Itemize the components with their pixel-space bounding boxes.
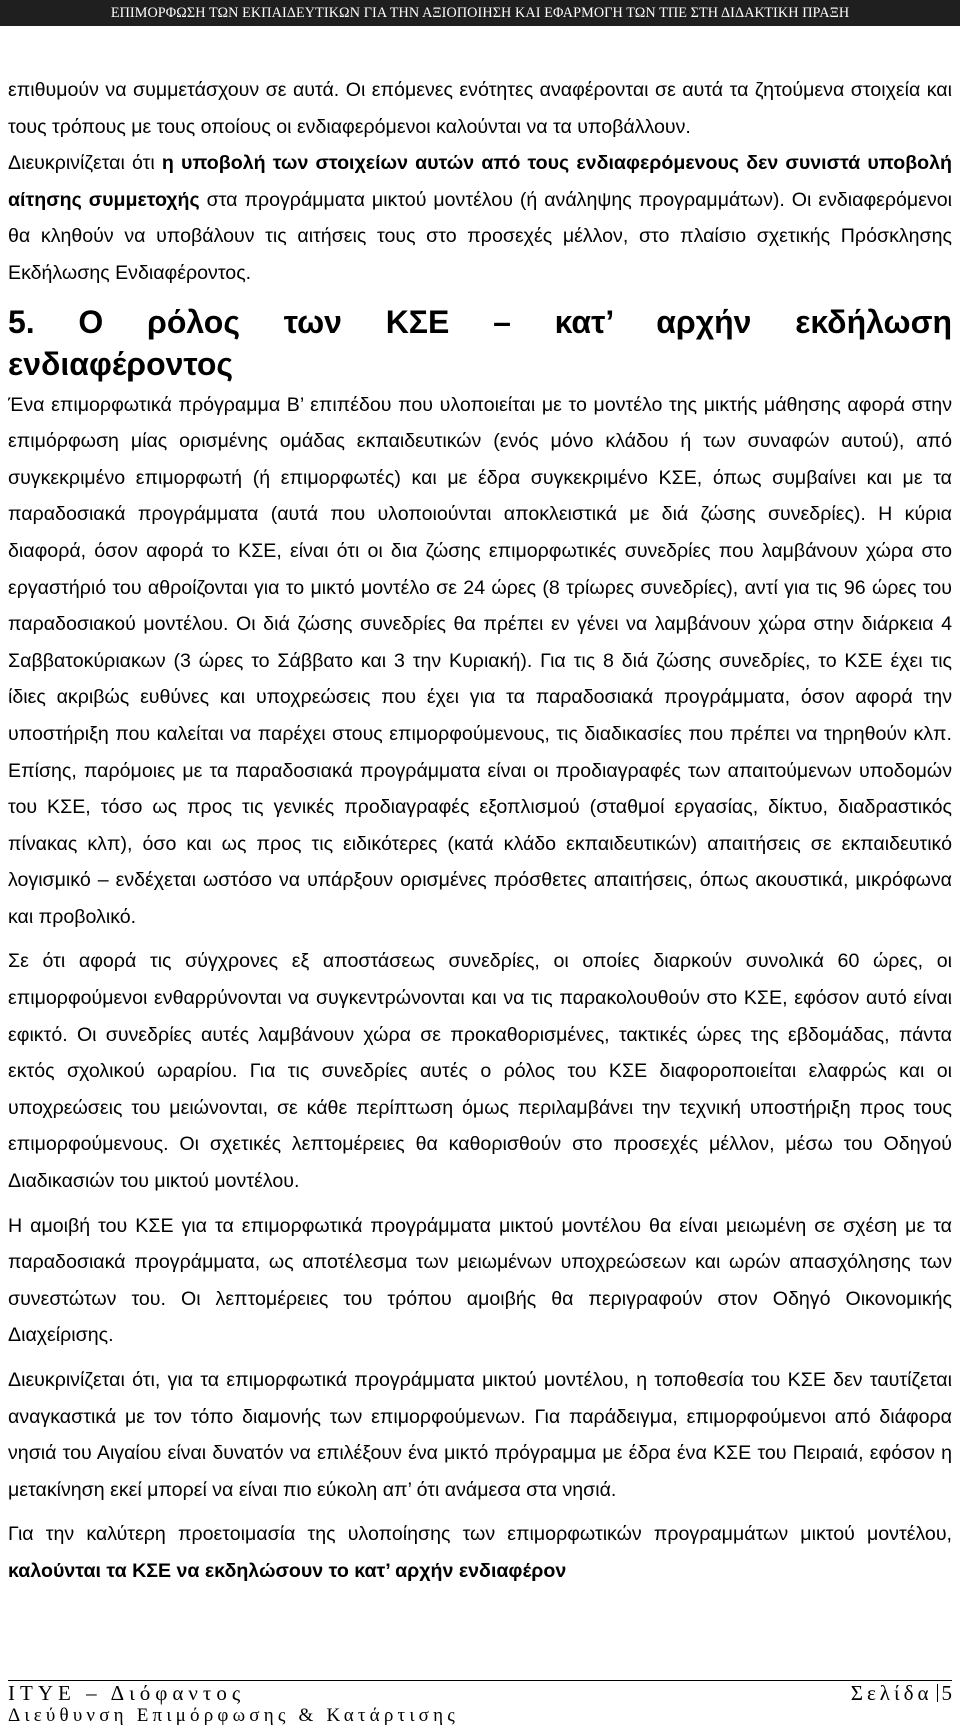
footer-page-number: 5 [941,1681,952,1705]
section-heading-line-1: 5. Ο ρόλος των ΚΣΕ – κατ’ αρχήν εκδήλωση [8,303,952,340]
paragraph-1: επιθυμούν να συμμετάσχουν σε αυτά. Οι επόμενες ενότητες αναφέρονται σε αυτά τα ζητούμενα στοιχεία και τους τρόπους με τους οποίους οι ενδιαφερόμενοι καλούνται να τα υποβάλλουν. [8,79,952,138]
running-header [0,0,960,26]
paragraph-5: Η αμοιβή του ΚΣΕ για τα επιμορφωτικά προγράμματα μικτού μοντέλου θα είναι μειωμένη σε σχέση με τα παραδοσιακά προγράμματα, ως αποτέλεσμα των μειωμένων υποχρεώσεων και ωρών απασχόλησης των συνεστώτων του. Οι λεπτομέρειες του τρόπου αμοιβής θα περιγραφούν στον Οδηγό Οικονομικής Διαχείρισης. [8,1214,952,1347]
document-body [8,72,952,1590]
footer-row-2 [8,1705,952,1729]
section-heading-line-2: ενδιαφέροντος [8,345,233,382]
footer-page-indicator [851,1681,952,1705]
paragraph-7-intro: Για την καλύτερη προετοιμασία της υλοποίησης των επιμορφωτικών προγραμμάτων μικτού μοντέλου, [8,1523,952,1546]
footer-organization: ΙΤΥΕ – Διόφαντος [8,1681,246,1705]
paragraph-2-intro: Διευκρινίζεται ότι [8,152,162,175]
paragraph-3: Ένα επιμορφωτικά πρόγραμμα Β’ επιπέδου που υλοποιείται με το μοντέλο της μικτής μάθησης αφορά στην επιμόρφωση μίας ορισμένης ομάδας εκπαιδευτικών (ενός μόνο κλάδου ή των συναφών αυτού), από συγκεκριμένο επιμορφωτή (ή επιμορφωτές) και με έδρα συγκεκριμένο ΚΣΕ, όπως συμβαίνει και με τα παραδοσιακά προγράμματα (αυτά που υλοποιούνται αποκλειστικά με διά ζώσης συνεδρίες). Η κύρια διαφορά, όσον αφορά το ΚΣΕ, είναι ότι οι δια ζώσης επιμορφωτικές συνεδρίες που λαμβάνουν χώρα στο εργαστήριό του αθροίζονται για το μικτό μοντέλο σε 24 ώρες (8 τρίωρες συνεδρίες), αντί για τις 96 ώρες του παραδοσιακού μοντέλου. Οι διά ζώσης συνεδρίες θα πρέπει εν γένει να λαμβάνουν χώρα στην διάρκεια 4 Σαββατοκύριακων (3 ώρες το Σάββατο και 3 την Κυριακή). Για τις 8 διά ζώσης συνεδρίες, το ΚΣΕ έχει τις ίδιες ακριβώς ευθύνες και υποχρεώσεις που έχει για τα παραδοσιακά προγράμματα, όσον αφορά την υποστήριξη που καλείται να παρέχει στους επιμορφούμενους, τις διαδικασίες που πρέπει να τηρηθούν κλπ. Επίσης, παρόμοιες με τα παραδοσιακά προγράμματα είναι οι προδιαγραφές των απαιτούμενων υποδομών του ΚΣΕ, τόσο ως προς τις γενικές προδιαγραφές εξοπλισμού (σταθμοί εργασίας, δίκτυο, διαδραστικός πίνακας κλπ), όσο και ως προς τις ειδικότερες (κατά κλάδο εκπαιδευτικών) απαιτήσεις σε εκπαιδευτικό λογισμικό – ενδέχεται ωστόσο να υπάρξουν ορισμένες πρόσθετες απαιτήσεις, όπως ακουστικά, μικρόφωνα και προβολικό. [8,393,952,928]
paragraph-2-emphasis: η υποβολή των στοιχείων αυτών από τους ενδιαφερόμενους δεν συνιστά υποβολή αίτησης συμμετοχής [8,152,952,211]
footer-page-label: Σελίδα [850,1681,933,1705]
paragraph-6: Διευκρινίζεται ότι, για τα επιμορφωτικά προγράμματα μικτού μοντέλου, η τοποθεσία του ΚΣΕ δεν ταυτίζεται αναγκαστικά με τον τόπο διαμονής των επιμορφούμενων. Για παράδειγμα, επιμορφούμενοι από διάφορα νησιά του Αιγαίου είναι δυνατόν να επιλέξουν ένα μικτό πρόγραμμα με έδρα ένα ΚΣΕ του Πειραιά, εφόσον η μετακίνηση εκεί μπορεί να είναι πιο εύκολη απ’ ότι ανάμεσα στα νησιά. [8,1369,952,1501]
paragraph-4: Σε ότι αφορά τις σύγχρονες εξ αποστάσεως συνεδρίες, οι οποίες διαρκούν συνολικά 60 ώρες, οι επιμορφούμενοι ενθαρρύνονται να συγκεντρώνονται και να τις παρακολουθούν στο ΚΣΕ, εφόσον αυτό είναι εφικτό. Οι συνεδρίες αυτές λαμβάνουν χώρα σε προκαθορισμένες, τακτικές ώρες της εβδομάδας, πάντα εκτός σχολικού ωραρίου. Για τις συνεδρίες αυτές ο ρόλος του ΚΣΕ διαφοροποιείται ελαφρώς και οι υποχρεώσεις του μειώνονται, σε κάθε περίπτωση όμως περιλαμβάνει την τεχνική υποστήριξη προς τους επιμορφούμενους. Οι σχετικές λεπτομέρειες θα καθορισθούν στο προσεχές μέλλον, μέσω του Οδηγού Διαδικασιών του μικτού μοντέλου. [8,950,952,1193]
footer-separator [937,1684,938,1702]
footer-department: Διεύθυνση Επιμόρφωσης & Κατάρτισης [8,1705,459,1726]
paragraph-2 [8,145,952,291]
paragraph-7 [8,1516,952,1589]
paragraph-7-emphasis: καλούνται τα ΚΣΕ να εκδηλώσουν το κατ’ αρχήν ενδιαφέρον [8,1559,567,1582]
header-title: ΕΠΙΜΟΡΦΩΣΗ ΤΩΝ ΕΚΠΑΙΔΕΥΤΙΚΩΝ ΓΙΑ ΤΗΝ ΑΞΙΟΠΟΙΗΣΗ ΚΑΙ ΕΦΑΡΜΟΓΗ ΤΩΝ ΤΠΕ ΣΤΗ ΔΙΔΑΚΤΙΚΗ ΠΡΑΞΗ [110,5,850,21]
section-heading [8,301,952,385]
page-footer [8,1680,952,1729]
paragraph-2-rest: στα προγράμματα μικτού μοντέλου (ή ανάληψης προγραμμάτων). Οι ενδιαφερόμενοι θα κληθούν να υποβάλουν τις αιτήσεις τους στο προσεχές μέλλον, στο πλαίσιο σχετικής Πρόσκλησης Εκδήλωσης Ενδιαφέροντος. [8,188,953,284]
footer-row-1 [8,1681,952,1705]
